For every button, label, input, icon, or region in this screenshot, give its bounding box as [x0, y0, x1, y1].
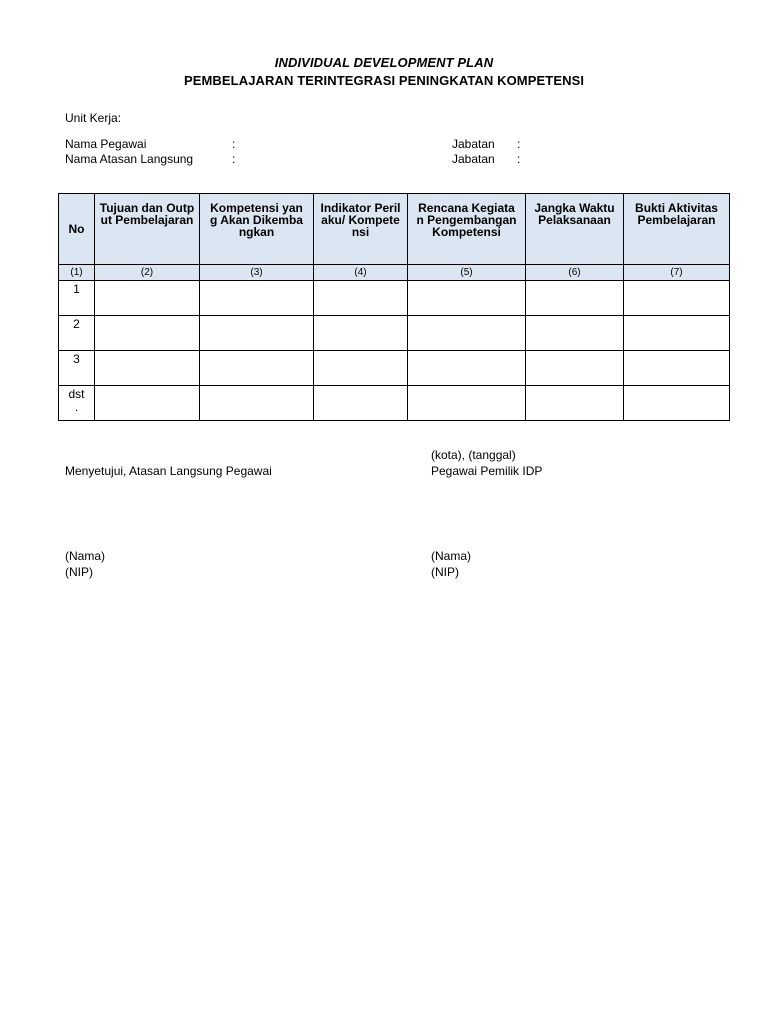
table-cell[interactable]: [314, 281, 408, 316]
table-cell[interactable]: [314, 316, 408, 351]
idp-table: [58, 193, 730, 421]
row-number: 3: [59, 351, 95, 386]
approver-name: (Nama): [65, 549, 106, 563]
approver-label: Menyetujui, Atasan Langsung Pegawai: [65, 464, 272, 478]
row-number: [59, 386, 95, 421]
row-number-text: dst: [68, 387, 85, 401]
table-cell[interactable]: [408, 316, 526, 351]
nama-atasan-label: Nama Atasan Langsung: [65, 152, 194, 166]
nama-atasan-colon: :: [232, 152, 236, 166]
table-cell[interactable]: [624, 386, 730, 421]
table-cell[interactable]: [624, 281, 730, 316]
place-date: (kota), (tanggal): [431, 448, 516, 462]
table-cell[interactable]: [314, 351, 408, 386]
table-cell[interactable]: [95, 316, 200, 351]
table-cell[interactable]: [526, 316, 624, 351]
table-cell[interactable]: [624, 351, 730, 386]
column-number: (3): [200, 265, 314, 281]
document-subtitle: PEMBELAJARAN TERINTEGRASI PENINGKATAN KOMPETENSI: [183, 73, 585, 88]
table-cell[interactable]: [200, 281, 314, 316]
header-bukti: Bukti Aktivitas Pembelajaran: [624, 194, 730, 265]
table-cell[interactable]: [95, 281, 200, 316]
column-number: (5): [408, 265, 526, 281]
unit-kerja-label: Unit Kerja:: [65, 111, 122, 125]
header-indikator: Indikator Perilaku/ Kompetensi: [314, 194, 408, 265]
jabatan-label-2: Jabatan: [452, 152, 495, 166]
header-tujuan: Tujuan dan Output Pembelajaran: [95, 194, 200, 265]
table-row: [59, 351, 730, 386]
table-cell[interactable]: [624, 316, 730, 351]
document-title: INDIVIDUAL DEVELOPMENT PLAN: [274, 55, 494, 70]
row-number: 2: [59, 316, 95, 351]
employee-name: (Nama): [431, 549, 472, 563]
header-jangka-waktu: Jangka Waktu Pelaksanaan: [526, 194, 624, 265]
column-number: (2): [95, 265, 200, 281]
table-row: [59, 316, 730, 351]
table-row: [59, 386, 730, 421]
row-number-dot: .: [74, 400, 79, 414]
table-column-number-row: [59, 265, 730, 281]
table-row: [59, 281, 730, 316]
table-cell[interactable]: [526, 351, 624, 386]
header-no: No: [59, 194, 95, 265]
header-rencana: Rencana Kegiatan Pengembangan Kompetensi: [408, 194, 526, 265]
column-number: (1): [59, 265, 95, 281]
table-cell[interactable]: [408, 351, 526, 386]
header-kompetensi: Kompetensi yang Akan Dikembangkan: [200, 194, 314, 265]
nama-pegawai-label: Nama Pegawai: [65, 137, 147, 151]
table-cell[interactable]: [408, 281, 526, 316]
table-cell[interactable]: [200, 316, 314, 351]
table-cell[interactable]: [526, 281, 624, 316]
column-number: (6): [526, 265, 624, 281]
column-number: (7): [624, 265, 730, 281]
row-number: 1: [59, 281, 95, 316]
jabatan-colon-2: :: [517, 152, 521, 166]
table-cell[interactable]: [314, 386, 408, 421]
approver-nip: (NIP): [65, 565, 93, 579]
nama-pegawai-colon: :: [232, 137, 236, 151]
employee-nip: (NIP): [431, 565, 459, 579]
table-cell[interactable]: [200, 386, 314, 421]
column-number: (4): [314, 265, 408, 281]
table-cell[interactable]: [408, 386, 526, 421]
table-cell[interactable]: [95, 386, 200, 421]
table-header-row: [59, 194, 730, 265]
table-cell[interactable]: [95, 351, 200, 386]
employee-label: Pegawai Pemilik IDP: [431, 464, 543, 478]
table-cell[interactable]: [200, 351, 314, 386]
table-cell[interactable]: [526, 386, 624, 421]
jabatan-colon-1: :: [517, 137, 521, 151]
jabatan-label-1: Jabatan: [452, 137, 495, 151]
